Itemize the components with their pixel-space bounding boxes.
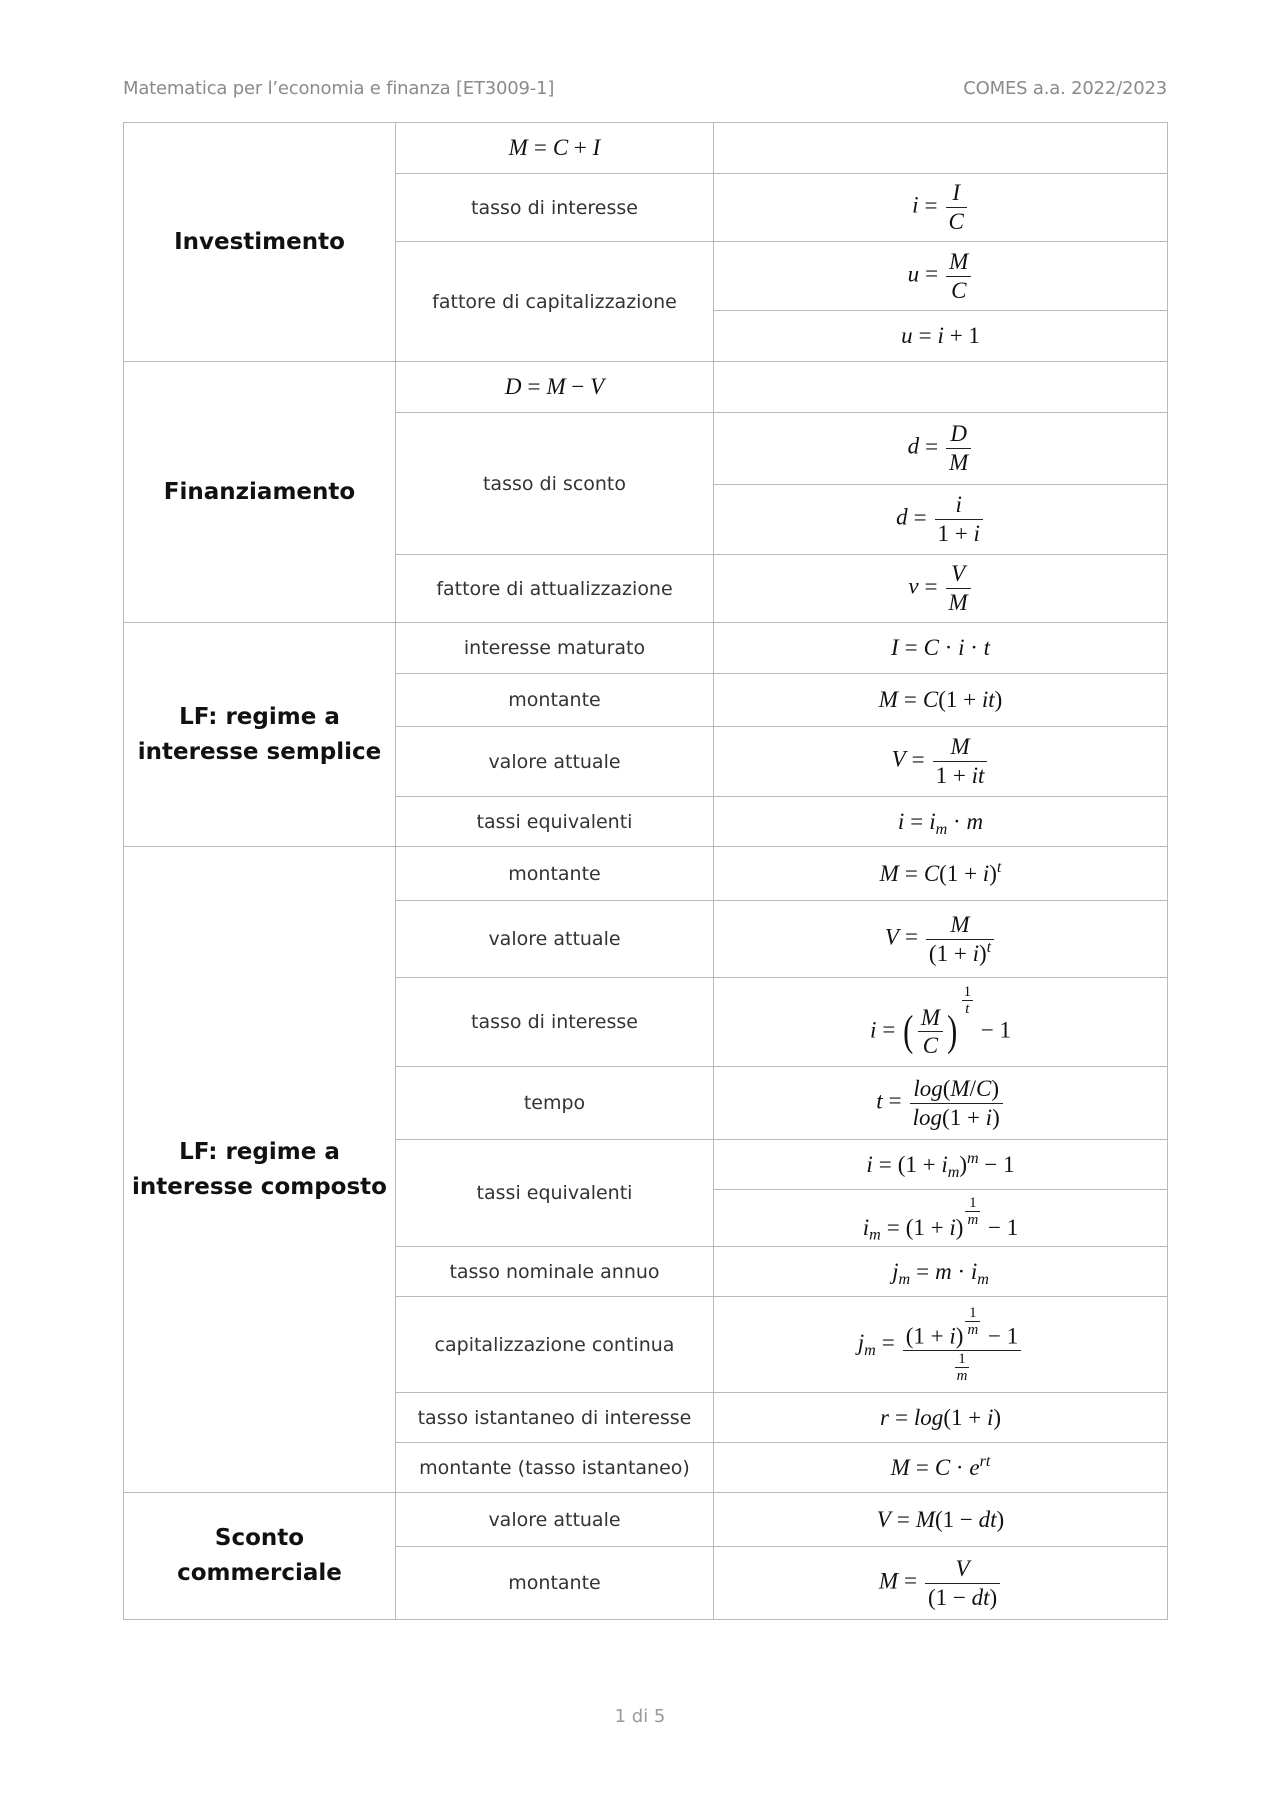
section-investimento: Investimento [124,123,396,362]
formula-tasso-interesse-composto: i = ( $\frac{M}{C}$ ) $\frac{1}{t}$ − 1 [714,978,1168,1067]
section-interesse-semplice: LF: regime a interesse semplice [124,623,396,847]
formula-tasso-sconto-2: d = $\frac{i}{1 + i}$ [714,485,1168,555]
label-tassi-equivalenti-composto: tassi equivalenti [396,1140,714,1247]
label-montante-semplice: montante [396,674,714,727]
label-tasso-sconto: tasso di sconto [396,413,714,555]
formula-table [123,122,1168,1620]
formula-tasso-istantaneo: r = log(1 + i) [714,1393,1168,1443]
formula-fattore-capitalizzazione: u = $\frac{M}{C}$ [714,242,1168,311]
formula-sconto-def: D = M − V [396,362,714,413]
page-number: 1 di 5 [614,1706,666,1727]
label-interesse-maturato: interesse maturato [396,623,714,674]
formula-montante-istantaneo: $M = C \cdot e^{rt}$ [714,1443,1168,1493]
formula-capitalizzazione-continua: $j_m$ = (1 + i) $\frac{1}{m}$ − 1 $\frac{1}{m}$ [714,1297,1168,1393]
label-fattore-attualizzazione: fattore di attualizzazione [396,555,714,623]
label-tasso-istantaneo: tasso istantaneo di interesse [396,1393,714,1443]
label-valore-attuale-composto: valore attuale [396,901,714,978]
formula-tempo: t = $\frac{\log(M/C)}{\log(1 + i)}$ [714,1067,1168,1140]
header-course-title: Matematica per l’economia e finanza [ET3009-1] [123,78,555,99]
formula-tasso-sconto: d = $\frac{D}{M}$ [714,413,1168,485]
formula-tasso-nominale: $j_m = m \cdot i_m$ [714,1247,1168,1297]
header-academic-year: COMES a.a. 2022/2023 [963,78,1167,99]
formula-valore-attuale-semplice: V = $\frac{M}{1 + it}$ [714,727,1168,797]
label-tasso-interesse-composto: tasso di interesse [396,978,714,1067]
label-tempo: tempo [396,1067,714,1140]
empty-cell [714,362,1168,413]
formula-tassi-equivalenti-semplice: $i = i_m \cdot m$ [714,797,1168,847]
formula-tassi-equivalenti-2: $i_m = (1 + i)$ $\frac{1}{m}$ − 1 [714,1190,1168,1247]
formula-tasso-interesse: i = $\frac{I}{C}$ [714,174,1168,242]
table-row [124,623,1168,674]
formula-montante-sconto: M = $\frac{V}{(1 - dt)}$ [714,1547,1168,1620]
label-fattore-capitalizzazione: fattore di capitalizzazione [396,242,714,362]
formula-tassi-equivalenti-1: $i = (1 + i_m)^m - 1$ [714,1140,1168,1190]
label-valore-attuale-semplice: valore attuale [396,727,714,797]
label-tasso-interesse: tasso di interesse [396,174,714,242]
section-finanziamento: Finanziamento [124,362,396,623]
formula-fattore-capitalizzazione-2: u = i + 1 [714,311,1168,362]
label-tassi-equivalenti-semplice: tassi equivalenti [396,797,714,847]
formula-valore-attuale-sconto: V = M(1 − dt) [714,1493,1168,1547]
empty-cell [714,123,1168,174]
formula-fattore-attualizzazione: v = $\frac{V}{M}$ [714,555,1168,623]
label-tasso-nominale: tasso nominale annuo [396,1247,714,1297]
section-interesse-composto: LF: regime a interesse composto [124,847,396,1493]
label-montante-composto: montante [396,847,714,901]
label-capitalizzazione-continua: capitalizzazione continua [396,1297,714,1393]
table-row [124,847,1168,901]
table-row [124,123,1168,174]
formula-montante-composto: $M = C(1 + i)^t$ [714,847,1168,901]
formula-interesse-maturato: I = C · i · t [714,623,1168,674]
formula-valore-attuale-composto: V = $\frac{M}{(1 + i)^t}$ [714,901,1168,978]
label-montante-sconto: montante [396,1547,714,1620]
formula-montante-semplice: M = C(1 + it) [714,674,1168,727]
label-montante-istantaneo: montante (tasso istantaneo) [396,1443,714,1493]
table-row [124,362,1168,413]
formula-montante-def: M = C + I [396,123,714,174]
label-valore-attuale-sconto: valore attuale [396,1493,714,1547]
table-row [124,1493,1168,1547]
section-sconto-commerciale: Sconto commerciale [124,1493,396,1620]
